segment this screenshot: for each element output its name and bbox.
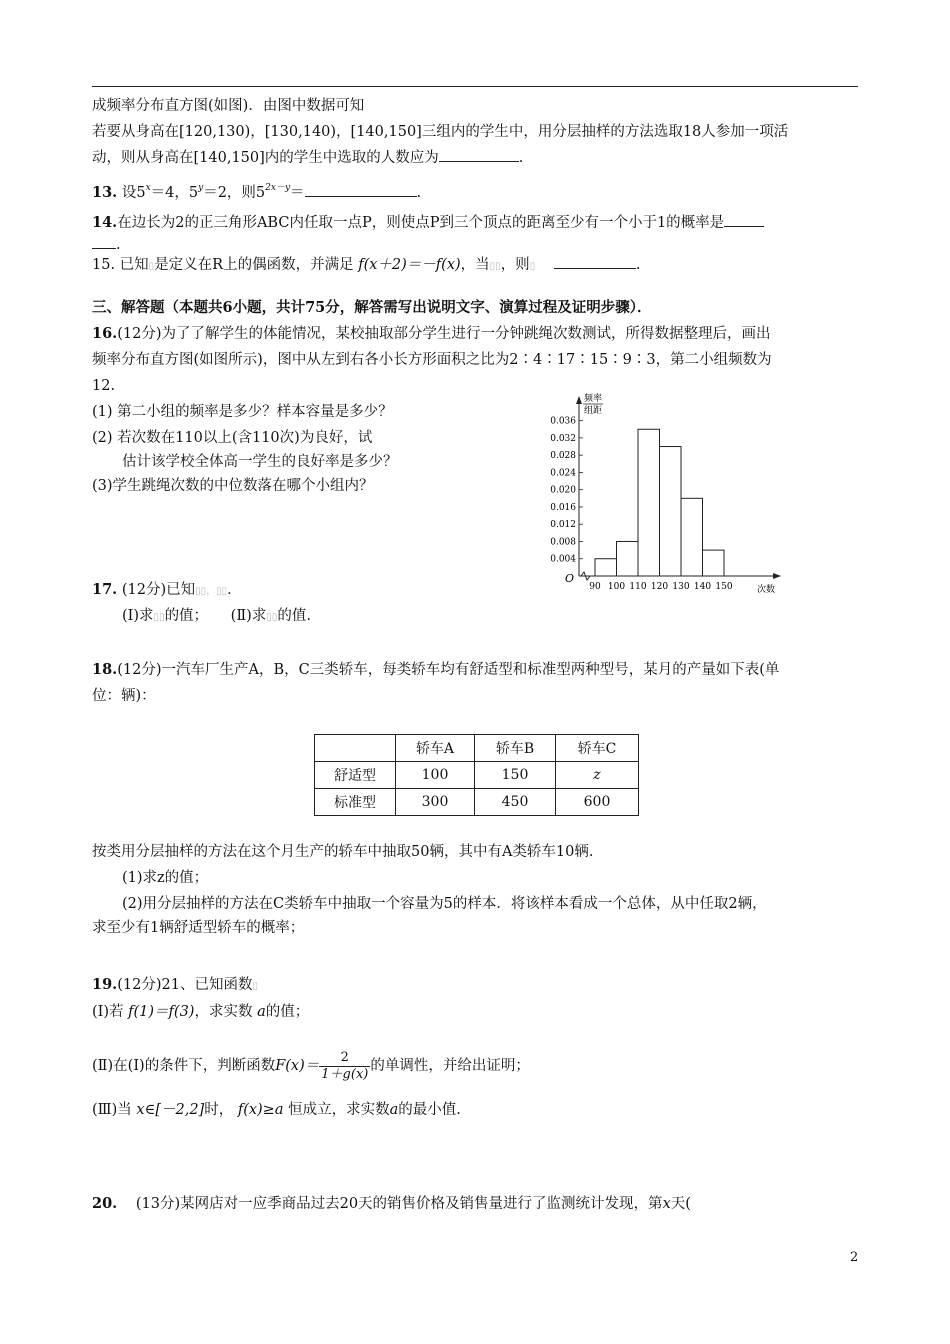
x-tick-label: 90 [589, 582, 601, 592]
q14-number: 14. [92, 214, 118, 231]
q17-subs [122, 606, 311, 628]
table-cell [315, 735, 396, 762]
q19-sub2b: 的单调性，并给出证明； [370, 1058, 530, 1074]
q19-sub3d: 的最小值. [398, 1102, 461, 1118]
y-tick-label: 0.036 [550, 416, 576, 427]
q13-exp1: x [145, 183, 151, 193]
q13-t1: 设5 [121, 185, 146, 201]
q15-number: 15. [92, 257, 116, 273]
q20-number: 20. [92, 1195, 118, 1212]
histogram-bar [595, 559, 617, 576]
q18-line2: 位：辆)： [92, 688, 156, 704]
q13-t2: ＝4，5 [150, 185, 199, 201]
q18-sub1: (1)求z的值； [122, 870, 209, 886]
page-number: 2 [850, 1250, 859, 1265]
q16-line3: 12. [92, 378, 116, 394]
q19-sub3c: 恒成立，求实数 [288, 1102, 390, 1118]
q15 [92, 254, 640, 277]
x-axis-label: 次数 [756, 585, 776, 595]
fraction-numerator: 2 [319, 1050, 370, 1067]
q19-sub2 [92, 1048, 530, 1084]
q12-line2: 若要从身高在[120,130)，[130,140)，[140,150]三组内的学生中，用分层抽样的方法选取18人参加一项活 [92, 124, 789, 140]
table-cell: 450 [475, 789, 556, 816]
q16-sub3: (3)学生跳绳次数的中位数落在哪个小组内？ [92, 478, 374, 494]
q18-number: 18. [92, 661, 118, 678]
q18-sub2: (2)用分层抽样的方法在C类轿车中抽取一个容量为5的样本．将该样本看成一个总体，从中任取2辆， [122, 896, 767, 912]
table-cell: 100 [396, 762, 475, 789]
q12-line1: 成频率分布直方图(如图)．由图中数据可知 [92, 98, 365, 114]
q13-number: 13. [92, 184, 118, 201]
q13 [92, 178, 421, 203]
table-cell: 轿车A [396, 735, 475, 762]
table-row [315, 735, 639, 762]
q14-text: 在边长为2的正三角形ABC内任取一点P，则使点P到三个顶点的距离至少有一个小于1的概率是 [117, 215, 725, 231]
q14-tail [92, 234, 121, 255]
formula-image: ▯ [252, 981, 258, 992]
q17-sub2: (Ⅱ)求 [230, 608, 267, 624]
header-rule [92, 86, 858, 87]
q13-t3: ＝2，则5 [203, 185, 266, 201]
y-tick-label: 0.012 [550, 520, 576, 531]
y-tick-label: 0.028 [550, 451, 576, 462]
q19-sub3a: (Ⅲ)当 [92, 1102, 132, 1118]
frequency-histogram [535, 392, 795, 614]
histogram-bar [681, 498, 703, 576]
table-cell: 150 [475, 762, 556, 789]
q15-end: . [635, 257, 641, 273]
x-tick-label: 100 [607, 582, 626, 592]
q19-sub2a: (Ⅱ)在(Ⅰ)的条件下，判断函数 [92, 1058, 276, 1074]
q19-number: 19. [92, 976, 118, 993]
y-axis-label-bottom: 组距 [584, 406, 603, 416]
q15-formula: f(x＋2)＝－f(x) [358, 257, 461, 273]
section-3-title: 三、解答题（本题共6小题，共计75分，解答需写出说明文字、演算过程及证明步骤）． [92, 299, 652, 316]
q15-t1: 已知 [119, 257, 149, 273]
q15-t2: 是定义在R上的偶函数，并满足 [154, 257, 354, 273]
q19-sub3b: 时， [204, 1102, 234, 1118]
q18-sub2b: 求至少有1辆舒适型轿车的概率； [92, 920, 305, 936]
q17-sub1: (Ⅰ)求 [122, 608, 154, 624]
histogram-bar [660, 447, 682, 576]
formula-image: ▯▯ [489, 261, 501, 272]
fraction [319, 1050, 370, 1083]
q18-line1 [92, 660, 779, 680]
q15-t4: ，则 [500, 257, 530, 273]
q16-sub2: (2) 若次数在110以上(含110次)为良好，试 [92, 430, 373, 446]
y-axis-label-top: 频率 [584, 394, 603, 404]
q16-number: 16. [92, 325, 118, 342]
q19-sub1-var: a [257, 1004, 266, 1020]
q20 [92, 1194, 691, 1214]
y-tick-label: 0.032 [550, 433, 576, 444]
formula-image: ▯ [148, 261, 155, 272]
q19-sub1b: ，求实数 [194, 1004, 253, 1020]
q13-exp2: y [198, 183, 204, 193]
table-cell: 轿车C [556, 735, 639, 762]
q16-line1 [92, 324, 771, 344]
q18-text1: (12分)一汽车厂生产A，B，C三类轿车，每类轿车均有舒适型和标准型两种型号，某月的产量如下表(单 [117, 662, 780, 678]
answer-blank [724, 212, 764, 227]
x-tick-label: 150 [715, 582, 733, 592]
q14-end: . [116, 237, 121, 253]
q17-number: 17. [92, 581, 118, 598]
q17-sub2b: 的值. [277, 608, 311, 624]
q17-text: (12分)已知 [121, 582, 196, 598]
q12-line3-end: . [518, 150, 524, 166]
table-cell: 标准型 [315, 789, 396, 816]
q15-t3: ，当 [460, 257, 490, 273]
q17-sub1b: 的值； [164, 608, 209, 624]
table-cell: 舒适型 [315, 762, 396, 789]
q16-text1: (12分)为了了解学生的体能情况，某校抽取部分学生进行一分钟跳绳次数测试，所得数据整理后，画出 [117, 326, 771, 342]
q18-after1: 按类用分层抽样的方法在这个月生产的轿车中抽取50辆，其中有A类轿车10辆. [92, 844, 594, 860]
q19-sub3-domain: x∈[－2,2] [136, 1102, 205, 1118]
y-tick-label: 0.024 [550, 468, 576, 479]
x-axis-arrow [773, 573, 781, 579]
x-tick-label: 110 [629, 582, 647, 592]
q19-sub2-F: F(x)＝ [275, 1058, 320, 1074]
x-tick-label: 120 [650, 582, 669, 592]
q19-text: (12分)21、已知函数 [117, 977, 253, 993]
formula-image: ▯ [529, 261, 536, 272]
q17-end: ． [227, 582, 242, 598]
formula-image: ▯▯ [266, 612, 278, 623]
answer-blank [439, 147, 519, 162]
answer-blank [305, 182, 417, 197]
table-row [315, 789, 639, 816]
formula-image: ▯▯ [153, 612, 165, 623]
q13-t4: ＝ [290, 185, 305, 201]
q19-sub3 [92, 1100, 461, 1120]
q12-line3-text: 动，则从身高在[140,150]内的学生中选取的人数应为 [92, 150, 439, 166]
formula-image: ▯▯，▯▯ [195, 586, 228, 597]
answer-blank [92, 234, 116, 249]
histogram-bar [617, 541, 639, 576]
q19-sub1-formula: f(1)＝f(3) [128, 1004, 195, 1020]
y-tick-label: 0.004 [550, 554, 576, 565]
q19-line1 [92, 975, 258, 997]
q20-tail: 天( [670, 1196, 691, 1212]
q19-sub3-ineq: f(x)≥a [237, 1102, 284, 1118]
q12-line3 [92, 147, 523, 168]
q20-var: x [662, 1196, 671, 1212]
y-tick-label: 0.020 [550, 485, 576, 496]
q19-sub3-var: a [389, 1102, 399, 1118]
q14 [92, 212, 764, 233]
q16-line2: 频率分布直方图(如图所示)，图中从左到右各小长方形面积之比为2∶4∶17∶15∶9∶3，第二小组频数为 [92, 352, 772, 368]
q17-line1 [92, 580, 242, 602]
histogram-bar [638, 429, 660, 576]
x-tick-label: 140 [693, 582, 712, 592]
table-cell: 轿车B [475, 735, 556, 762]
fraction-denominator: 1＋g(x) [321, 1066, 369, 1082]
y-tick-label: 0.008 [550, 537, 576, 548]
q13-end: . [416, 185, 422, 201]
table-cell: z [556, 762, 639, 789]
q13-exp3: 2x－y [265, 183, 291, 193]
q19-sub1c: 的值； [265, 1004, 310, 1020]
q16-sub1: (1) 第二小组的频率是多少？样本容量是多少？ [92, 404, 393, 420]
q20-text: (13分)某网店对一应季商品过去20天的销售价格及销售量进行了监测统计发现，第 [135, 1196, 663, 1212]
origin-label: O [565, 572, 575, 585]
table-row [315, 762, 639, 789]
q19-sub1 [92, 1002, 309, 1022]
q16-sub2b: 估计该学校全体高一学生的良好率是多少？ [122, 454, 398, 470]
production-table [314, 734, 639, 816]
histogram-bar [703, 550, 725, 576]
y-axis-arrow [576, 396, 582, 404]
table-cell: 600 [556, 789, 639, 816]
q19-sub1a: (Ⅰ)若 [92, 1004, 124, 1020]
x-tick-label: 130 [672, 582, 690, 592]
table-cell: 300 [396, 789, 475, 816]
y-tick-label: 0.016 [550, 502, 576, 513]
answer-blank [554, 254, 636, 269]
